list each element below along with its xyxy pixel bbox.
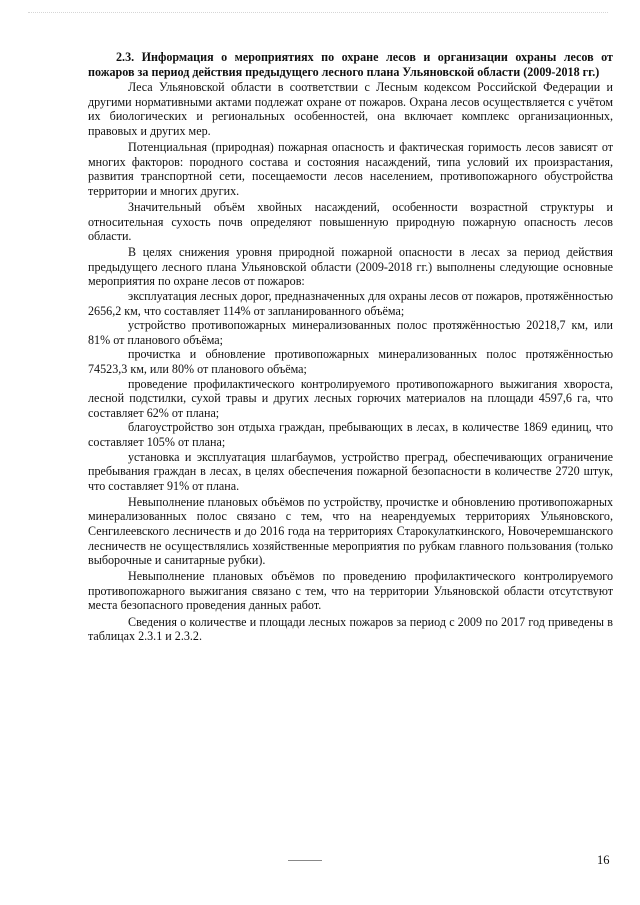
page-number: 16: [597, 853, 610, 867]
list-item-roads: эксплуатация лесных дорог, предназначенных для охраны лесов от пожаров, протяжённостью 2656,2 км, что составляет 114% от запланированного объёма;: [88, 289, 613, 318]
paragraph-4: В целях снижения уровня природной пожарной опасности в лесах за период действия предыдущего лесного плана Ульяновской области (2009-2018 гг.) выполнены следующие основные мероприятия по охране лесов от пожаров:: [88, 245, 613, 289]
list-item-firebreak-renewal: прочистка и обновление противопожарных минерализованных полос протяжённостью 74523,3 км, или 80% от планового объёма;: [88, 347, 613, 376]
scan-artifact: [28, 12, 608, 19]
paragraph-2: Потенциальная (природная) пожарная опасность и фактическая горимость лесов зависят от многих факторов: породного состава и состояния насаждений, типа условий их произрастания, развития транспортной сети, посещаемости лесов населением, противопожарного обустройства территории и многих других.: [88, 140, 613, 198]
list-item-controlled-burning: проведение профилактического контролируемого противопожарного выжигания хвороста, лесной подстилки, сухой травы и других лесных горючих материалов на площади 4597,6 га, что составляет 62% от плана;: [88, 376, 613, 420]
paragraph-3: Значительный объём хвойных насаждений, особенности возрастной структуры и относительная сухость почв определяют повышенную природную пожарную опасность лесов области.: [88, 199, 613, 244]
list-item-firebreaks: устройство противопожарных минерализованных полос протяжённостью 20218,7 км, или 81% от планового объёма;: [88, 318, 613, 347]
paragraph-shortfall-burning: Невыполнение плановых объёмов по проведению профилактического контролируемого противопожарного выжигания связано с тем, что на территории Ульяновской области отсутствуют места безопасного проведения данных работ.: [88, 569, 613, 613]
paragraph-shortfall-firebreaks: Невыполнение плановых объёмов по устройству, прочистке и обновлению противопожарных минерализованных полос связано с тем, что на неарендуемых территориях Ульяновского, Сенгилеевского лесничеств и до 2016 года на территориях Старокулаткинского, Новочеремшанского лесничеств не осуществлялись хозяйственные мероприятия по рубкам главного пользования (только выборочные и санитарные рубки).: [88, 494, 613, 568]
scan-artifact-bottom: [288, 860, 322, 861]
section-heading: 2.3. Информация о мероприятиях по охране лесов и организации охраны лесов от пожаров за период действия предыдущего лесного плана Ульяновской области (2009-2018 гг.): [88, 50, 613, 79]
paragraph-1: Леса Ульяновской области в соответствии с Лесным кодексом Российской Федерации и другими нормативными актами подлежат охране от пожаров. Охрана лесов осуществляется с учётом их биологических и региональных особенностей, она включает комплекс организационных, правовых и других мер.: [88, 80, 613, 138]
list-item-barriers: установка и эксплуатация шлагбаумов, устройство преград, обеспечивающих ограничение пребывания граждан в лесах, в целях обеспечения пожарной безопасности в количестве 2720 штук, что составляет 91% от плана.: [88, 449, 613, 493]
paragraph-tables-reference: Сведения о количестве и площади лесных пожаров за период с 2009 по 2017 год приведены в таблицах 2.3.1 и 2.3.2.: [88, 614, 613, 644]
document-body: [88, 50, 613, 644]
list-item-recreation-zones: благоустройство зон отдыха граждан, пребывающих в лесах, в количестве 1869 единиц, что составляет 105% от плана;: [88, 420, 613, 449]
